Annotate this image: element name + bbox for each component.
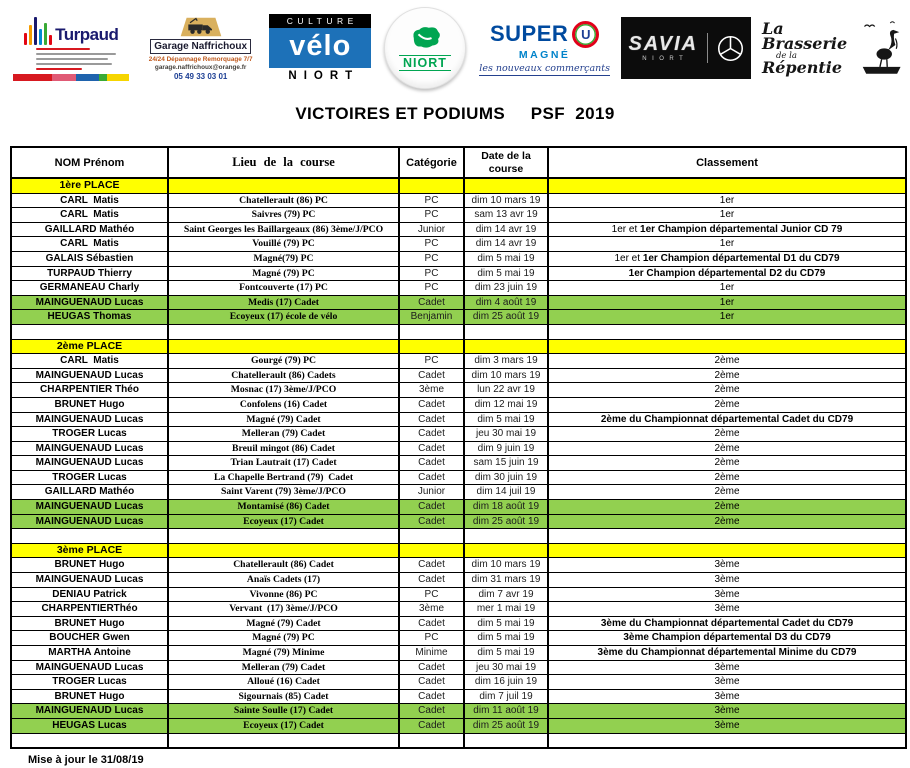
classement-cell: 2ème xyxy=(548,383,906,398)
date-cell: sam 15 juin 19 xyxy=(464,456,548,471)
separator-row xyxy=(11,733,906,748)
result-row xyxy=(11,689,906,704)
result-row xyxy=(11,675,906,690)
classement-cell: 2ème xyxy=(548,456,906,471)
rider-name-cell: MAINGUENAUD Lucas xyxy=(11,441,168,456)
super-u-badge-icon: U xyxy=(572,21,599,48)
result-row xyxy=(11,704,906,719)
date-cell: dim 23 juin 19 xyxy=(464,281,548,296)
course-cell: Magné(79) PC xyxy=(168,251,399,266)
result-row xyxy=(11,368,906,383)
result-row xyxy=(11,485,906,500)
category-cell: PC xyxy=(399,208,464,223)
savia-brand: SAVIA xyxy=(628,33,699,55)
result-row xyxy=(11,251,906,266)
date-cell: dim 16 juin 19 xyxy=(464,675,548,690)
rider-name-cell: MARTHA Antoine xyxy=(11,646,168,661)
rider-name-cell: CHARPENTIER Théo xyxy=(11,383,168,398)
empty-cell xyxy=(548,733,906,748)
course-cell: Magné (79) PC xyxy=(168,266,399,281)
result-row xyxy=(11,441,906,456)
classement-cell: 1er Champion départemental D2 du CD79 xyxy=(548,266,906,281)
classement-cell: 2ème xyxy=(548,514,906,529)
rider-name-cell: CHARPENTIERThéo xyxy=(11,602,168,617)
empty-cell xyxy=(11,733,168,748)
category-cell: Cadet xyxy=(399,689,464,704)
category-cell: Cadet xyxy=(399,616,464,631)
category-cell: Cadet xyxy=(399,660,464,675)
section-label: 2ème PLACE xyxy=(11,339,168,354)
date-cell: sam 13 avr 19 xyxy=(464,208,548,223)
niort-label: NIORT xyxy=(399,55,451,71)
classement-cell: 1er xyxy=(548,295,906,310)
category-cell: Cadet xyxy=(399,718,464,733)
date-cell: dim 9 juin 19 xyxy=(464,441,548,456)
category-cell: PC xyxy=(399,354,464,369)
section-empty-cell xyxy=(168,178,399,193)
niort-map-icon xyxy=(407,25,443,53)
rider-name-cell: CARL Matis xyxy=(11,208,168,223)
mercedes-star-icon xyxy=(717,35,744,62)
category-cell: Cadet xyxy=(399,470,464,485)
col-header-categorie: Catégorie xyxy=(399,147,464,178)
savia-city: NIORT xyxy=(642,56,689,62)
course-cell: Sigournais (85) Cadet xyxy=(168,689,399,704)
course-cell: Medis (17) Cadet xyxy=(168,295,399,310)
category-cell: Cadet xyxy=(399,514,464,529)
garage-naffrichoux-logo xyxy=(143,16,259,81)
date-cell: dim 25 août 19 xyxy=(464,310,548,325)
turpaud-color-strip xyxy=(13,74,129,81)
niort-logo xyxy=(382,7,468,89)
date-cell: dim 10 mars 19 xyxy=(464,193,548,208)
rider-name-cell: BRUNET Hugo xyxy=(11,689,168,704)
classement-cell: 1er xyxy=(548,310,906,325)
classement-cell: 3ème du Championnat départemental Cadet du CD79 xyxy=(548,616,906,631)
empty-cell xyxy=(464,324,548,339)
category-cell: Cadet xyxy=(399,704,464,719)
rider-name-cell: TURPAUD Thierry xyxy=(11,266,168,281)
classement-cell: 3ème du Championnat départemental Minime du CD79 xyxy=(548,646,906,661)
savia-mercedes-logo xyxy=(621,17,751,79)
result-row xyxy=(11,222,906,237)
category-cell: PC xyxy=(399,281,464,296)
category-cell: PC xyxy=(399,266,464,281)
rider-name-cell: CARL Matis xyxy=(11,193,168,208)
category-cell: Junior xyxy=(399,485,464,500)
rider-name-cell: MAINGUENAUD Lucas xyxy=(11,456,168,471)
course-cell: Magné (79) PC xyxy=(168,631,399,646)
classement-cell: 2ème du Championnat départemental Cadet du CD79 xyxy=(548,412,906,427)
category-cell: Cadet xyxy=(399,456,464,471)
classement-cell: 2ème xyxy=(548,470,906,485)
rider-name-cell: MAINGUENAUD Lucas xyxy=(11,368,168,383)
rider-name-cell: MAINGUENAUD Lucas xyxy=(11,573,168,588)
course-cell: Chatellerault (86) PC xyxy=(168,193,399,208)
result-row xyxy=(11,616,906,631)
category-cell: Cadet xyxy=(399,558,464,573)
date-cell: dim 10 mars 19 xyxy=(464,558,548,573)
category-cell: PC xyxy=(399,251,464,266)
super-u-city: MAGNÉ xyxy=(518,48,571,61)
category-cell: Benjamin xyxy=(399,310,464,325)
course-cell: Anaïs Cadets (17) xyxy=(168,573,399,588)
classement-cell: 2ème xyxy=(548,354,906,369)
col-header-classement: Classement xyxy=(548,147,906,178)
classement-cell: 3ème xyxy=(548,558,906,573)
rider-name-cell: GALAIS Sébastien xyxy=(11,251,168,266)
rider-name-cell: TROGER Lucas xyxy=(11,470,168,485)
course-cell: Saivres (79) PC xyxy=(168,208,399,223)
brasserie-line3: Répentie xyxy=(761,57,843,77)
col-header-nom: NOM Prénom xyxy=(11,147,168,178)
classement-cell: 3ème xyxy=(548,704,906,719)
rider-name-cell: GAILLARD Mathéo xyxy=(11,222,168,237)
course-cell: Magné (79) Minime xyxy=(168,646,399,661)
date-cell: dim 25 août 19 xyxy=(464,718,548,733)
result-row xyxy=(11,660,906,675)
garage-phone: 05 49 33 03 01 xyxy=(173,71,228,81)
course-cell: Vouillé (79) PC xyxy=(168,237,399,252)
section-empty-cell xyxy=(548,543,906,558)
result-row xyxy=(11,397,906,412)
classement-cell: 3ème xyxy=(548,660,906,675)
garage-email: garage.naffrichoux@orange.fr xyxy=(154,63,247,71)
date-cell: dim 30 juin 19 xyxy=(464,470,548,485)
classement-cell: 2ème xyxy=(548,441,906,456)
rider-name-cell: HEUGAS Lucas xyxy=(11,718,168,733)
empty-cell xyxy=(168,529,399,544)
course-cell: Magné (79) Cadet xyxy=(168,616,399,631)
course-cell: Mosnac (17) 3ème/J/PCO xyxy=(168,383,399,398)
rider-name-cell: MAINGUENAUD Lucas xyxy=(11,704,168,719)
empty-cell xyxy=(548,324,906,339)
date-cell: lun 22 avr 19 xyxy=(464,383,548,398)
result-row xyxy=(11,412,906,427)
super-u-logo xyxy=(479,21,611,76)
classement-cell: 3ème xyxy=(548,675,906,690)
course-cell: Fontcouverte (17) PC xyxy=(168,281,399,296)
section-empty-cell xyxy=(399,339,464,354)
category-cell: Cadet xyxy=(399,397,464,412)
date-cell: dim 14 avr 19 xyxy=(464,222,548,237)
classement-cell: 1er xyxy=(548,208,906,223)
date-cell: dim 25 août 19 xyxy=(464,514,548,529)
date-cell: dim 5 mai 19 xyxy=(464,616,548,631)
result-row xyxy=(11,646,906,661)
category-cell: Cadet xyxy=(399,295,464,310)
course-cell: Ecoyeux (17) Cadet xyxy=(168,514,399,529)
classement-cell: 1er xyxy=(548,281,906,296)
result-row xyxy=(11,281,906,296)
classement-cell: 1er xyxy=(548,193,906,208)
result-row xyxy=(11,237,906,252)
date-cell: jeu 30 mai 19 xyxy=(464,660,548,675)
page-title: VICTOIRES ET PODIUMS PSF 2019 xyxy=(295,104,615,123)
category-cell: PC xyxy=(399,237,464,252)
table-header-row xyxy=(11,147,906,178)
super-u-brand: SUPER xyxy=(489,21,569,46)
course-cell: Ecoyeux (17) Cadet xyxy=(168,718,399,733)
empty-cell xyxy=(168,324,399,339)
classement-cell: 2ème xyxy=(548,427,906,442)
section-label: 3ème PLACE xyxy=(11,543,168,558)
classement-cell: 2ème xyxy=(548,485,906,500)
empty-cell xyxy=(399,529,464,544)
culture-velo-top: CULTURE xyxy=(269,14,371,29)
classement-cell: 3ème xyxy=(548,602,906,617)
empty-cell xyxy=(548,529,906,544)
rider-name-cell: BRUNET Hugo xyxy=(11,558,168,573)
category-cell: PC xyxy=(399,587,464,602)
classement-cell: 1er et 1er Champion départemental D1 du CD79 xyxy=(548,251,906,266)
separator-row xyxy=(11,529,906,544)
rider-name-cell: MAINGUENAUD Lucas xyxy=(11,660,168,675)
date-cell: dim 5 mai 19 xyxy=(464,251,548,266)
section-empty-cell xyxy=(399,543,464,558)
empty-cell xyxy=(168,733,399,748)
course-cell: Alloué (16) Cadet xyxy=(168,675,399,690)
date-cell: dim 12 mai 19 xyxy=(464,397,548,412)
result-row xyxy=(11,295,906,310)
turpaud-logo xyxy=(10,15,132,81)
brasserie-repentie-logo xyxy=(762,15,902,81)
empty-cell xyxy=(399,733,464,748)
course-cell: Vivonne (86) PC xyxy=(168,587,399,602)
rider-name-cell: GERMANEAU Charly xyxy=(11,281,168,296)
section-label-row xyxy=(11,543,906,558)
result-row xyxy=(11,558,906,573)
date-cell: dim 5 mai 19 xyxy=(464,412,548,427)
heron-boat-icon xyxy=(861,15,902,81)
result-row xyxy=(11,514,906,529)
rider-name-cell: MAINGUENAUD Lucas xyxy=(11,295,168,310)
empty-cell xyxy=(464,529,548,544)
brasserie-line2: de la xyxy=(775,50,797,61)
empty-cell xyxy=(464,733,548,748)
section-label: 1ère PLACE xyxy=(11,178,168,193)
date-cell: dim 10 mars 19 xyxy=(464,368,548,383)
date-cell: dim 7 juil 19 xyxy=(464,689,548,704)
empty-cell xyxy=(399,324,464,339)
culture-velo-logo xyxy=(269,14,371,83)
course-cell: Trian Lautrait (17) Cadet xyxy=(168,456,399,471)
tow-truck-icon xyxy=(175,16,227,38)
section-empty-cell xyxy=(464,178,548,193)
classement-cell: 2ème xyxy=(548,500,906,515)
rider-name-cell: BOUCHER Gwen xyxy=(11,631,168,646)
course-cell: Gourgé (79) PC xyxy=(168,354,399,369)
category-cell: Cadet xyxy=(399,500,464,515)
date-cell: dim 14 juil 19 xyxy=(464,485,548,500)
sponsor-logo-bar xyxy=(0,0,910,90)
garage-service-line: 24/24 Dépannage Remorquage 7/7 xyxy=(148,55,253,63)
result-row xyxy=(11,631,906,646)
date-cell: dim 14 avr 19 xyxy=(464,237,548,252)
classement-cell: 3ème Champion départemental D3 du CD79 xyxy=(548,631,906,646)
course-cell: Vervant (17) 3ème/J/PCO xyxy=(168,602,399,617)
course-cell: Magné (79) Cadet xyxy=(168,412,399,427)
result-row xyxy=(11,602,906,617)
section-label-row xyxy=(11,178,906,193)
course-cell: Breuil mingot (86) Cadet xyxy=(168,441,399,456)
category-cell: Cadet xyxy=(399,427,464,442)
turpaud-bars-icon xyxy=(24,15,53,45)
date-cell: dim 7 avr 19 xyxy=(464,587,548,602)
date-cell: dim 18 août 19 xyxy=(464,500,548,515)
course-cell: Saint Georges les Baillargeaux (86) 3ème/J/PCO xyxy=(168,222,399,237)
super-u-slogan: les nouveaux commerçants xyxy=(479,62,610,74)
category-cell: Cadet xyxy=(399,368,464,383)
course-cell: Chatellerault (86) Cadet xyxy=(168,558,399,573)
result-row xyxy=(11,456,906,471)
result-row xyxy=(11,470,906,485)
brasserie-line1: La Brasserie xyxy=(761,19,848,54)
date-cell: mer 1 mai 19 xyxy=(464,602,548,617)
date-cell: dim 4 août 19 xyxy=(464,295,548,310)
date-cell: dim 31 mars 19 xyxy=(464,573,548,588)
category-cell: 3ème xyxy=(399,602,464,617)
section-empty-cell xyxy=(464,339,548,354)
rider-name-cell: MAINGUENAUD Lucas xyxy=(11,500,168,515)
empty-cell xyxy=(11,529,168,544)
date-cell: dim 11 août 19 xyxy=(464,704,548,719)
category-cell: Minime xyxy=(399,646,464,661)
result-row xyxy=(11,354,906,369)
rider-name-cell: MAINGUENAUD Lucas xyxy=(11,412,168,427)
result-row xyxy=(11,266,906,281)
course-cell: Saint Varent (79) 3ème/J/PCO xyxy=(168,485,399,500)
category-cell: Junior xyxy=(399,222,464,237)
culture-velo-city: NIORT xyxy=(288,70,360,83)
col-header-date: Date de la course xyxy=(464,147,548,178)
results-table xyxy=(10,146,907,749)
result-row xyxy=(11,573,906,588)
classement-cell: 1er xyxy=(548,237,906,252)
rider-name-cell: BRUNET Hugo xyxy=(11,397,168,412)
result-row xyxy=(11,587,906,602)
category-cell: Cadet xyxy=(399,441,464,456)
rider-name-cell: MAINGUENAUD Lucas xyxy=(11,514,168,529)
date-cell: dim 5 mai 19 xyxy=(464,631,548,646)
classement-cell: 2ème xyxy=(548,368,906,383)
col-header-lieu: Lieu de la course xyxy=(168,147,399,178)
separator-row xyxy=(11,324,906,339)
course-cell: Melleran (79) Cadet xyxy=(168,427,399,442)
course-cell: Chatellerault (86) Cadets xyxy=(168,368,399,383)
classement-cell: 2ème xyxy=(548,397,906,412)
course-cell: Confolens (16) Cadet xyxy=(168,397,399,412)
category-cell: PC xyxy=(399,631,464,646)
classement-cell: 1er et 1er Champion départemental Junior CD 79 xyxy=(548,222,906,237)
date-cell: dim 5 mai 19 xyxy=(464,266,548,281)
category-cell: Cadet xyxy=(399,412,464,427)
rider-name-cell: BRUNET Hugo xyxy=(11,616,168,631)
course-cell: Melleran (79) Cadet xyxy=(168,660,399,675)
result-row xyxy=(11,427,906,442)
category-cell: Cadet xyxy=(399,573,464,588)
date-cell: dim 5 mai 19 xyxy=(464,646,548,661)
result-row xyxy=(11,208,906,223)
rider-name-cell: DENIAU Patrick xyxy=(11,587,168,602)
rider-name-cell: CARL Matis xyxy=(11,237,168,252)
date-cell: dim 3 mars 19 xyxy=(464,354,548,369)
date-cell: jeu 30 mai 19 xyxy=(464,427,548,442)
rider-name-cell: GAILLARD Mathéo xyxy=(11,485,168,500)
section-empty-cell xyxy=(464,543,548,558)
classement-cell: 3ème xyxy=(548,573,906,588)
result-row xyxy=(11,310,906,325)
category-cell: 3ème xyxy=(399,383,464,398)
course-cell: Montamisé (86) Cadet xyxy=(168,500,399,515)
section-label-row xyxy=(11,339,906,354)
course-cell: La Chapelle Bertrand (79) Cadet xyxy=(168,470,399,485)
classement-cell: 3ème xyxy=(548,587,906,602)
course-cell: Sainte Soulle (17) Cadet xyxy=(168,704,399,719)
results-body xyxy=(11,178,906,748)
classement-cell: 3ème xyxy=(548,718,906,733)
classement-cell: 3ème xyxy=(548,689,906,704)
category-cell: Cadet xyxy=(399,675,464,690)
empty-cell xyxy=(11,324,168,339)
culture-velo-wordmark: vélo xyxy=(269,28,371,68)
category-cell: PC xyxy=(399,193,464,208)
garage-name: Garage Naffrichoux xyxy=(150,39,251,54)
result-row xyxy=(11,500,906,515)
rider-name-cell: TROGER Lucas xyxy=(11,427,168,442)
turpaud-brand: Turpaud xyxy=(55,25,119,44)
result-row xyxy=(11,383,906,398)
result-row xyxy=(11,718,906,733)
rider-name-cell: HEUGAS Thomas xyxy=(11,310,168,325)
section-empty-cell xyxy=(548,339,906,354)
section-empty-cell xyxy=(399,178,464,193)
rider-name-cell: CARL Matis xyxy=(11,354,168,369)
result-row xyxy=(11,193,906,208)
section-empty-cell xyxy=(548,178,906,193)
course-cell: Ecoyeux (17) école de vélo xyxy=(168,310,399,325)
update-note: Mise à jour le 31/08/19 xyxy=(28,754,144,767)
rider-name-cell: TROGER Lucas xyxy=(11,675,168,690)
section-empty-cell xyxy=(168,339,399,354)
section-empty-cell xyxy=(168,543,399,558)
